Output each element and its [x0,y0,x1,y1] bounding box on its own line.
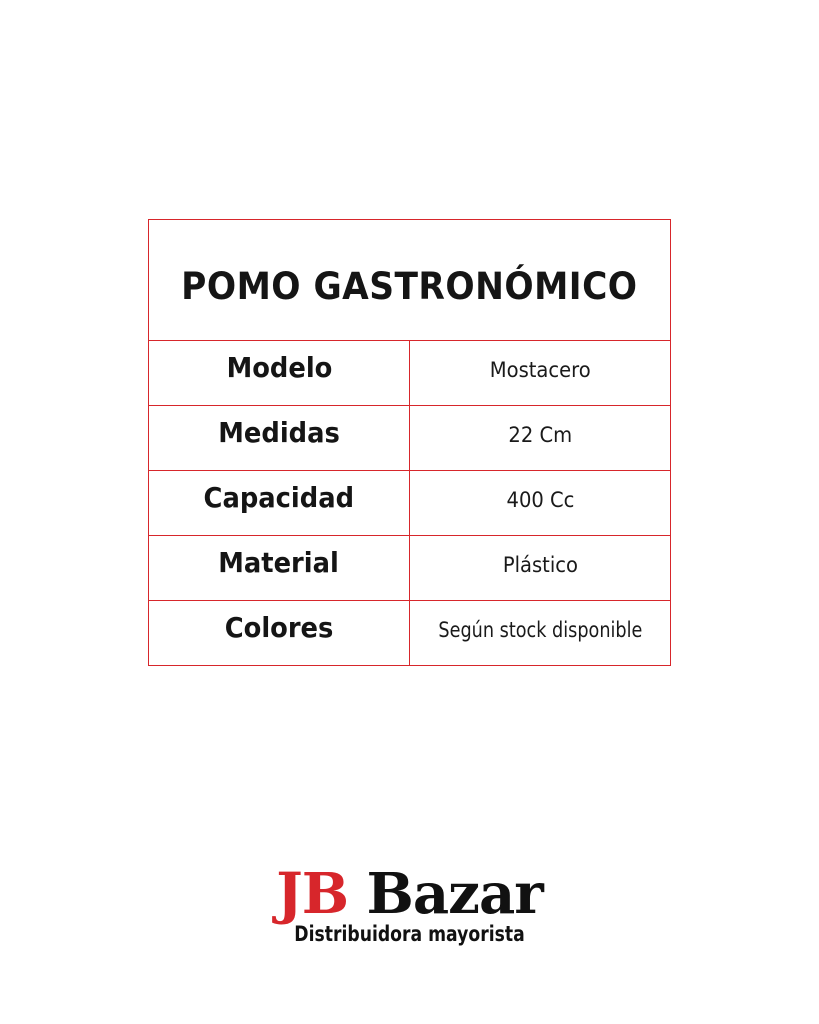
brand-logo [0,862,819,946]
product-title: POMO GASTRONÓMICO [181,264,638,308]
spec-row-material [149,536,671,601]
spec-label-cell [149,341,410,406]
spec-row-capacidad [149,471,671,536]
spec-label-cell [149,536,410,601]
logo-jb: JB [276,861,349,927]
spec-label: Material [218,545,340,579]
spec-row-modelo [149,341,671,406]
spec-value: Según stock disponible [438,618,642,642]
spec-value-cell [410,406,671,471]
spec-value: 22 Cm [508,423,572,447]
spec-value-cell [410,536,671,601]
spec-label-cell [149,406,410,471]
spec-label: Modelo [226,350,332,384]
spec-label: Medidas [218,415,340,449]
spec-label-cell [149,601,410,666]
spec-value: 400 Cc [506,488,574,512]
logo-bazar: Bazar [366,861,543,927]
spec-row-colores [149,601,671,666]
spec-value-cell [410,341,671,406]
spec-label: Capacidad [203,480,355,514]
spec-value: Plástico [502,553,578,577]
spec-value: Mostacero [489,358,591,382]
spec-value-cell [410,471,671,536]
spec-table [148,219,671,666]
spec-row-medidas [149,406,671,471]
spec-label: Colores [224,610,334,644]
title-cell [149,220,671,341]
spec-label-cell [149,471,410,536]
logo-tagline: Distribuidora mayorista [294,922,525,946]
spec-value-cell [410,601,671,666]
logo-wordmark [0,862,819,926]
title-row [149,220,671,341]
